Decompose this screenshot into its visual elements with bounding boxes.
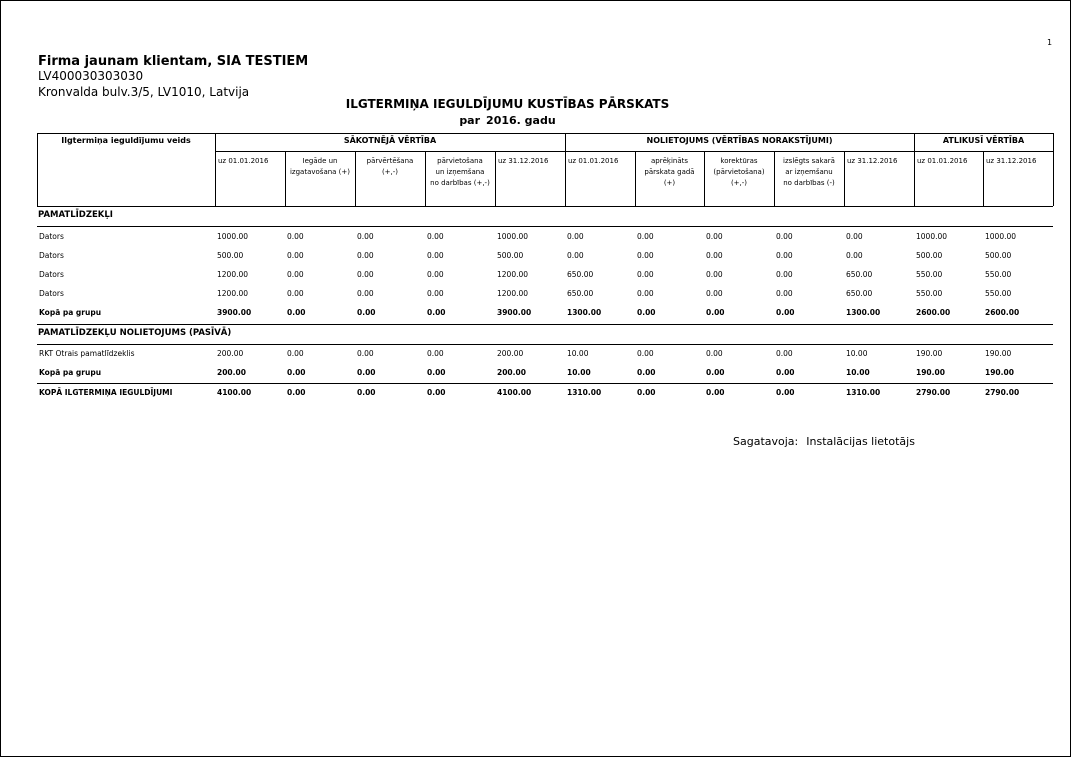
row-value: 1000.00: [217, 232, 249, 241]
report-title: ILGTERMIŅA IEGULDĪJUMU KUSTĪBAS PĀRSKATS: [345, 97, 670, 111]
row-value: 0.00: [357, 308, 376, 317]
row-value: 0.00: [287, 232, 304, 241]
row-value: 1200.00: [497, 289, 529, 298]
row-value: 2600.00: [985, 308, 1020, 317]
row-value: 0.00: [846, 232, 863, 241]
row-value: 0.00: [776, 388, 795, 397]
row-value: 200.00: [497, 368, 526, 377]
report-period-prefix: par: [459, 114, 481, 127]
company-reg-no: LV400030303030: [38, 69, 144, 83]
section-separator: [37, 324, 1053, 325]
prepared-by: [733, 435, 915, 448]
row-value: 0.00: [637, 349, 654, 358]
row-value: 0.00: [706, 349, 723, 358]
table-top-border: [37, 133, 1053, 134]
row-value: 200.00: [497, 349, 524, 358]
table-row: [0, 289, 1071, 301]
row-value: 500.00: [217, 251, 244, 260]
row-value: 0.00: [846, 251, 863, 260]
group-header-divider: [215, 151, 1053, 152]
row-value: 0.00: [706, 232, 723, 241]
row-value: 0.00: [357, 251, 374, 260]
column-header: uz 31.12.2016: [498, 157, 549, 165]
header-col-divider: [1053, 133, 1054, 206]
row-value: 1200.00: [217, 289, 249, 298]
row-value: 0.00: [706, 308, 725, 317]
row-value: 2600.00: [916, 308, 951, 317]
row-value: 0.00: [427, 368, 446, 377]
row-label: Kopā pa grupu: [39, 368, 102, 377]
row-value: 1310.00: [846, 388, 881, 397]
prepared-name: Instalācijas lietotājs: [806, 435, 915, 448]
table-row: [0, 368, 1071, 380]
company-name: Firma jaunam klientam, SIA TESTIEM: [38, 54, 309, 69]
row-value: 0.00: [287, 368, 306, 377]
row-value: 0.00: [567, 251, 584, 260]
row-value: 0.00: [776, 270, 793, 279]
row-value: 0.00: [357, 232, 374, 241]
row-value: 0.00: [706, 251, 723, 260]
group-header: NOLIETOJUMS (VĒRTĪBAS NORAKSTĪJUMI): [646, 136, 833, 145]
row-value: 4100.00: [497, 388, 532, 397]
company-address: Kronvalda bulv.3/5, LV1010, Latvija: [38, 85, 250, 99]
row-value: 0.00: [287, 388, 306, 397]
row-value: 0.00: [357, 270, 374, 279]
row-value: 650.00: [846, 289, 873, 298]
row-value: 0.00: [637, 251, 654, 260]
section-title: PAMATLĪDZEKĻI: [38, 210, 113, 220]
row-value: 0.00: [776, 251, 793, 260]
column-header: uz 31.12.2016: [847, 157, 898, 165]
row-value: 2790.00: [985, 388, 1020, 397]
row-value: 0.00: [637, 388, 656, 397]
report-period-value: 2016. gadu: [486, 114, 556, 127]
row-value: 190.00: [985, 368, 1014, 377]
row-label: Dators: [39, 289, 64, 298]
row-label: RKT Otrais pamatlīdzeklis: [39, 349, 135, 358]
row-value: 500.00: [985, 251, 1012, 260]
report-period: [0, 114, 1015, 127]
page-number: 1: [1047, 38, 1053, 47]
row-value: 0.00: [427, 232, 444, 241]
row-label: Dators: [39, 270, 64, 279]
row-value: 2790.00: [916, 388, 951, 397]
group-header: ATLIKUSĪ VĒRTĪBA: [942, 136, 1025, 145]
row-value: 0.00: [427, 308, 446, 317]
row-value: 0.00: [427, 251, 444, 260]
row-label: Dators: [39, 232, 64, 241]
row-value: 0.00: [357, 368, 376, 377]
row-value: 3900.00: [217, 308, 252, 317]
row-value: 0.00: [637, 232, 654, 241]
row-value: 0.00: [637, 308, 656, 317]
table-row: [0, 270, 1071, 282]
row-value: 0.00: [776, 232, 793, 241]
row-value: 190.00: [985, 349, 1012, 358]
first-column-header: Ilgtermiņa ieguldījumu veids: [61, 136, 191, 145]
row-value: 10.00: [567, 368, 591, 377]
header-bottom-border: [37, 206, 1053, 207]
column-header: korektūras (pārvietošana) (+,-): [713, 157, 765, 187]
row-value: 10.00: [846, 368, 870, 377]
row-value: 1000.00: [985, 232, 1017, 241]
row-value: 1200.00: [217, 270, 249, 279]
row-value: 1300.00: [567, 308, 602, 317]
row-value: 200.00: [217, 368, 246, 377]
section-title: PAMATLĪDZEKĻU NOLIETOJUMS (PASĪVĀ): [38, 328, 232, 338]
row-value: 0.00: [637, 289, 654, 298]
column-header: uz 01.01.2016: [568, 157, 619, 165]
row-value: 4100.00: [217, 388, 252, 397]
row-value: 500.00: [497, 251, 524, 260]
row-value: 0.00: [427, 289, 444, 298]
row-value: 190.00: [916, 349, 943, 358]
row-value: 0.00: [567, 232, 584, 241]
grand-total-separator: [37, 383, 1053, 384]
row-value: 0.00: [706, 270, 723, 279]
row-value: 0.00: [287, 270, 304, 279]
row-value: 0.00: [427, 349, 444, 358]
column-header: uz 01.01.2016: [218, 157, 269, 165]
row-value: 0.00: [706, 388, 725, 397]
group-header: SĀKOTNĒJĀ VĒRTĪBA: [343, 136, 437, 145]
row-value: 0.00: [427, 388, 446, 397]
prepared-label: Sagatavoja:: [733, 435, 799, 448]
row-value: 0.00: [637, 368, 656, 377]
column-header: pārvietošana un izņemšana no darbības (+,-): [430, 157, 490, 187]
row-value: 550.00: [916, 289, 943, 298]
row-value: 0.00: [706, 289, 723, 298]
row-value: 0.00: [287, 308, 306, 317]
row-value: 0.00: [357, 289, 374, 298]
row-value: 10.00: [846, 349, 868, 358]
table-row: [0, 308, 1071, 320]
row-value: 1000.00: [916, 232, 948, 241]
row-value: 650.00: [846, 270, 873, 279]
row-value: 1310.00: [567, 388, 602, 397]
row-value: 0.00: [776, 289, 793, 298]
table-row: [0, 251, 1071, 263]
row-value: 0.00: [776, 349, 793, 358]
row-value: 0.00: [357, 349, 374, 358]
table-row: [0, 232, 1071, 244]
section-underline: [37, 344, 1053, 345]
table-row: [0, 388, 1071, 400]
row-value: 1000.00: [497, 232, 529, 241]
table-row: [0, 349, 1071, 361]
row-value: 650.00: [567, 270, 594, 279]
section-underline: [37, 226, 1053, 227]
column-header: izslēgts sakarā ar izņemšanu no darbības (-): [783, 157, 835, 187]
row-value: 1300.00: [846, 308, 881, 317]
column-header: aprēķināts pārskata gadā (+): [644, 157, 695, 187]
row-value: 3900.00: [497, 308, 532, 317]
row-value: 0.00: [776, 368, 795, 377]
row-value: 1200.00: [497, 270, 529, 279]
row-value: 0.00: [706, 368, 725, 377]
row-value: 10.00: [567, 349, 589, 358]
row-value: 200.00: [217, 349, 244, 358]
row-value: 0.00: [357, 388, 376, 397]
column-header: Iegāde un izgatavošana (+): [289, 157, 351, 176]
column-header: uz 31.12.2016: [986, 157, 1037, 165]
row-value: 0.00: [287, 349, 304, 358]
row-label: KOPĀ ILGTERMIŅA IEGULDĪJUMI: [39, 388, 173, 397]
row-value: 0.00: [287, 251, 304, 260]
column-header: pārvērtēšana (+,-): [366, 157, 414, 176]
row-label: Kopā pa grupu: [39, 308, 102, 317]
row-value: 0.00: [776, 308, 795, 317]
row-value: 0.00: [287, 289, 304, 298]
row-value: 0.00: [637, 270, 654, 279]
row-value: 550.00: [916, 270, 943, 279]
row-value: 650.00: [567, 289, 594, 298]
column-header: uz 01.01.2016: [917, 157, 968, 165]
row-value: 190.00: [916, 368, 945, 377]
row-value: 550.00: [985, 289, 1012, 298]
row-value: 0.00: [427, 270, 444, 279]
row-value: 500.00: [916, 251, 943, 260]
row-label: Dators: [39, 251, 64, 260]
row-value: 550.00: [985, 270, 1012, 279]
